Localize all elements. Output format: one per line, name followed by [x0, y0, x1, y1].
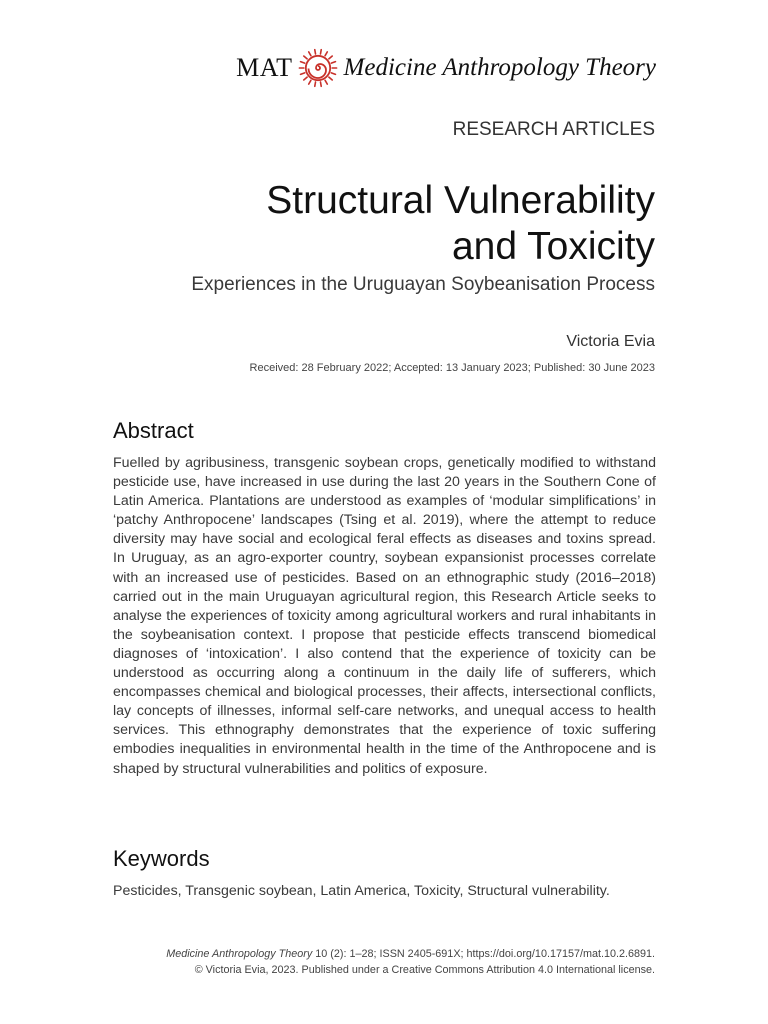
keywords-heading: Keywords [113, 846, 210, 871]
abstract-text: Fuelled by agribusiness, transgenic soybean crops, genetically modified to withstand pesticide use, have increased in use during the last 20 years in the Southern Cone of Latin America. Plantations are understood as examples of ‘modular simplifications’ in ‘patchy Anthropocene’ landscapes (Tsing et al. 2019), where the attempt to reduce diversity may have social and ecological feral effects as diseases and toxins spread. In Uruguay, as an agro-exporter country, soybean expansionist processes correlate with an increased use of pesticides. Based on an ethnographic study (2016–2018) carried out in the main Uruguayan agricultural region, this Research Article seeks to analyse the experiences of toxicity among agricultural workers and rural inhabitants in the soybeanisation context. I propose that pesticide effects transcend biomedical diagnoses of ‘intoxication’. I also contend that the experience of toxicity can be understood as occurring along a continuum in the daily life of sufferers, which encompasses chemical and biological processes, their affects, intersectional conflicts, lay concepts of illnesses, informal self-care networks, and unequal access to health services. This ethnography demonstrates that the experience of toxic suffering embodies inequalities in environmental health in the time of the Anthropocene and is shaped by structural vulnerabilities and politics of exposure. [113, 455, 656, 777]
author-name: Victoria Evia [566, 333, 655, 350]
citation-journal-name: Medicine Anthropology Theory [166, 948, 313, 960]
publication-dates: Received: 28 February 2022; Accepted: 13 January 2023; Published: 30 June 2023 [249, 362, 655, 374]
journal-title: Medicine Anthropology Theory [343, 54, 656, 81]
journal-abbreviation: MAT [236, 53, 293, 82]
citation-details: 10 (2): 1–28; ISSN 2405-691X; https://doi.org/10.17157/mat.10.2.6891. [312, 948, 655, 960]
citation-footer [166, 947, 655, 978]
article-title-line-1: Structural Vulnerability [266, 179, 655, 222]
article-title-line-2: and Toxicity [451, 225, 655, 268]
abstract-heading: Abstract [113, 418, 194, 443]
citation-line [166, 947, 655, 963]
journal-masthead [236, 42, 656, 94]
article-subtitle: Experiences in the Uruguayan Soybeanisation Process [191, 274, 655, 295]
article-title [95, 178, 655, 270]
keywords-text: Pesticides, Transgenic soybean, Latin America, Toxicity, Structural vulnerability. [113, 883, 610, 899]
journal-logo-icon [298, 48, 338, 88]
section-label: RESEARCH ARTICLES [452, 119, 655, 140]
license-line: © Victoria Evia, 2023. Published under a Creative Commons Attribution 4.0 International license. [194, 963, 655, 976]
